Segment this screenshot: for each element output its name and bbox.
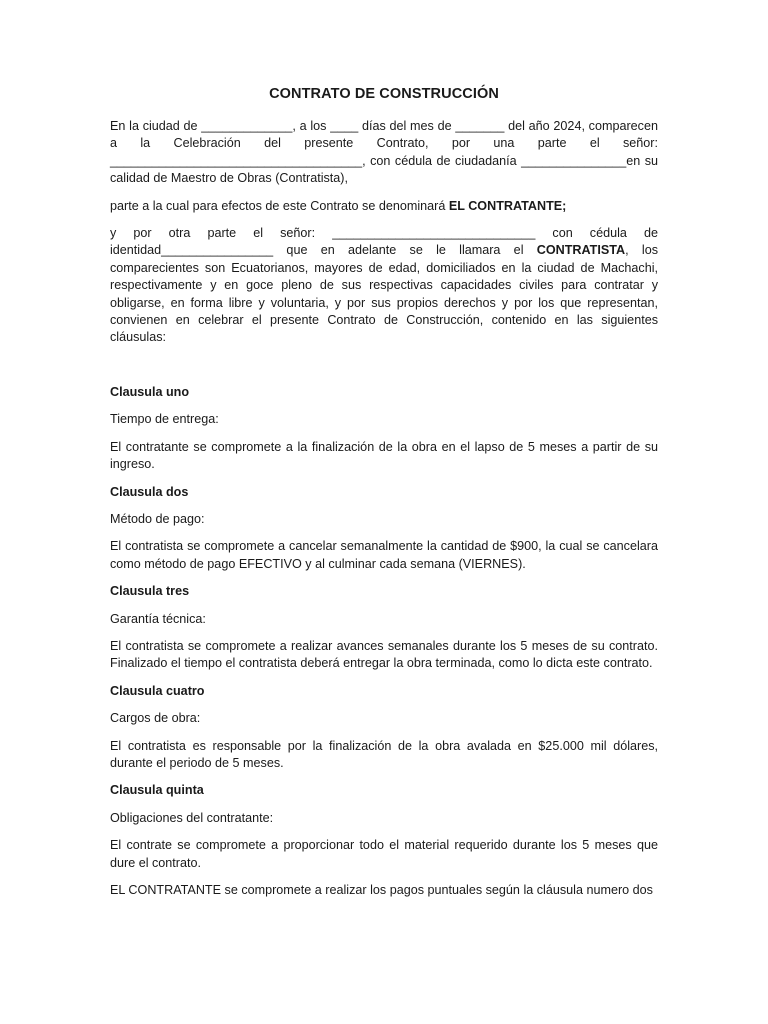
clause-1-subtitle: Tiempo de entrega:	[110, 412, 219, 427]
intro-p3-rest: comparecientes son Ecuatorianos, mayores de edad, domiciliados en la ciudad de Machachi, respectivamente y en goce pleno de sus respectivas capacidades civiles para contratar y obligarse, en forma libre y voluntaria, y por sus propios derechos y por los que representan, convienen en celebrar el presente Contrato de Construcción, contenido en las siguientes cláusulas:	[110, 260, 658, 345]
clause-4-subtitle: Cargos de obra:	[110, 711, 201, 726]
clause-5-paragraph-2: EL CONTRATANTE se compromete a realizar los pagos puntuales según la cláusula numero dos	[110, 883, 653, 897]
intro-p3-line-2-a: identidad________________ que en adelante se le llamara el	[110, 243, 537, 258]
clause-3-heading: Clausula tres	[110, 584, 190, 599]
intro-p3-line-2-b: , los	[625, 243, 658, 258]
intro-paragraph-1	[110, 118, 658, 188]
contratista-label: CONTRATISTA	[536, 243, 626, 258]
clause-5-heading: Clausula quinta	[110, 783, 204, 798]
intro-p1-line-1: En la ciudad de _____________, a los ____ días del mes de _______ del año 2024, comparecen	[110, 119, 658, 133]
clause-3-paragraph: El contratista se compromete a realizar avances semanales durante los 5 meses de su contrato. Finalizado el tiempo el contratista deberá entregar la obra terminada, como lo dicta este contrato.	[110, 638, 658, 671]
document-title: CONTRATO DE CONSTRUCCIÓN	[269, 86, 499, 102]
intro-p3-line-1: y por otra parte el señor: _____________________________ con cédula de	[110, 226, 658, 241]
section-spacer	[110, 357, 658, 384]
document-body	[110, 118, 658, 909]
contratante-label: EL CONTRATANTE;	[448, 198, 567, 213]
intro-p1-line-4: calidad de Maestro de Obras (Contratista),	[110, 171, 348, 186]
clause-5-subtitle: Obligaciones del contratante:	[110, 810, 274, 825]
intro-paragraph-3	[110, 225, 658, 347]
intro-p1-line-3: ____________________________________, con cédula de ciudadanía _______________en su	[110, 153, 658, 168]
clause-1-heading: Clausula uno	[110, 384, 190, 399]
intro-p3-line-2	[110, 242, 658, 259]
clause-2-paragraph: El contratista se compromete a cancelar semanalmente la cantidad de $900, la cual se cancelara como método de pago EFECTIVO y al culminar cada semana (VIERNES).	[110, 539, 658, 571]
clause-5-paragraph-1: El contrate se compromete a proporcionar todo el material requerido durante los 5 meses que dure el contrato.	[110, 838, 658, 870]
clause-4-paragraph: El contratista es responsable por la finalización de la obra avalada en $25.000 mil dólares, durante el periodo de 5 meses.	[110, 738, 658, 770]
clause-2-heading: Clausula dos	[110, 484, 189, 499]
clause-3-subtitle: Garantía técnica:	[110, 611, 206, 626]
intro-paragraph-2	[110, 198, 658, 215]
intro-p2-text: parte a la cual para efectos de este Contrato se denominará	[110, 198, 449, 213]
clause-1-paragraph: El contratante se compromete a la finalización de la obra en el lapso de 5 meses a partir de su ingreso.	[110, 439, 658, 472]
clause-2-subtitle: Método de pago:	[110, 511, 205, 526]
clause-4-heading: Clausula cuatro	[110, 683, 205, 698]
intro-p1-line-2: a la Celebración del presente Contrato, por una parte el señor:	[110, 136, 658, 151]
